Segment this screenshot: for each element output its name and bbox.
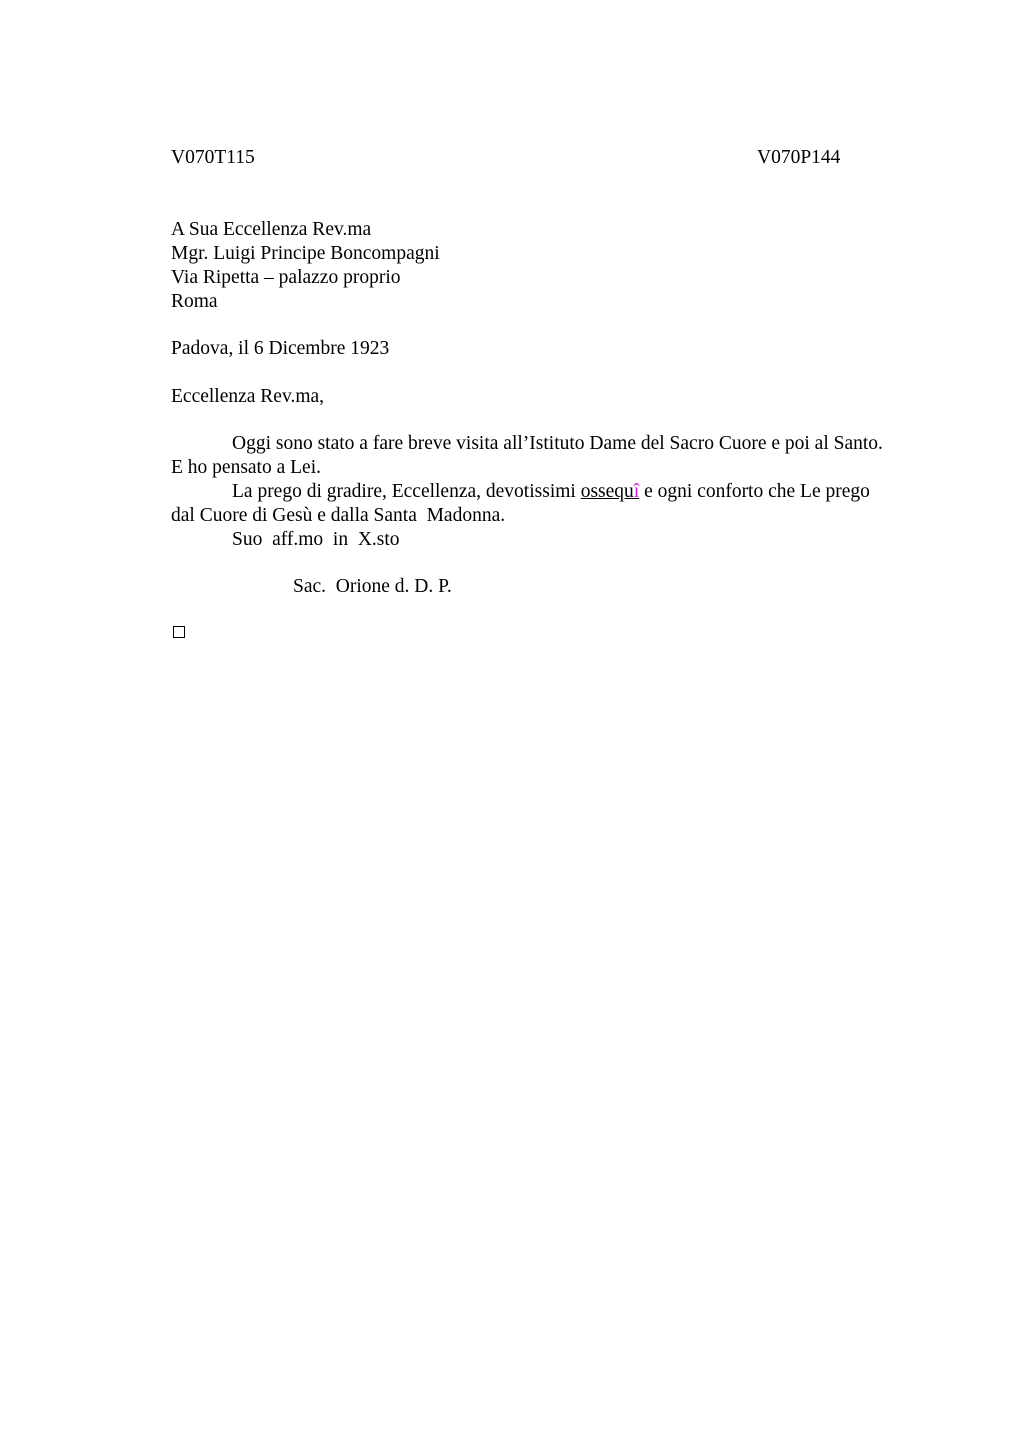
- body-paragraph-2-line-2: dal Cuore di Gesù e dalla Santa Madonna.: [171, 505, 506, 526]
- body-paragraph-1-line-2: E ho pensato a Lei.: [171, 457, 321, 478]
- salutation: Eccellenza Rev.ma,: [171, 386, 325, 407]
- address-line-recipient-title: A Sua Eccellenza Rev.ma: [171, 219, 372, 240]
- archive-code-left: V070T115: [171, 147, 255, 168]
- body-paragraph-1-line-1: Oggi sono stato a fare breve visita all’Istituto Dame del Sacro Cuore e poi al Santo.: [232, 433, 883, 454]
- place-and-date: Padova, il 6 Dicembre 1923: [171, 338, 390, 359]
- body-paragraph-2-line-1: [232, 480, 870, 504]
- body-text-segment: La prego di gradire, Eccellenza, devotissimi: [232, 481, 581, 502]
- address-line-city: Roma: [171, 291, 218, 312]
- end-marker-square-icon: [173, 626, 185, 638]
- annotated-word-accent: î: [633, 481, 640, 502]
- archive-code-right: V070P144: [757, 147, 841, 168]
- signature: Sac. Orione d. D. P.: [293, 576, 452, 597]
- annotated-word: [581, 481, 640, 502]
- annotated-word-main: ossequ: [580, 481, 634, 502]
- closing-formula: Suo aff.mo in X.sto: [232, 529, 400, 550]
- address-line-street: Via Ripetta – palazzo proprio: [171, 267, 401, 288]
- address-line-recipient-name: Mgr. Luigi Principe Boncompagni: [171, 243, 440, 264]
- body-text-segment: e ogni conforto che Le prego: [639, 481, 870, 502]
